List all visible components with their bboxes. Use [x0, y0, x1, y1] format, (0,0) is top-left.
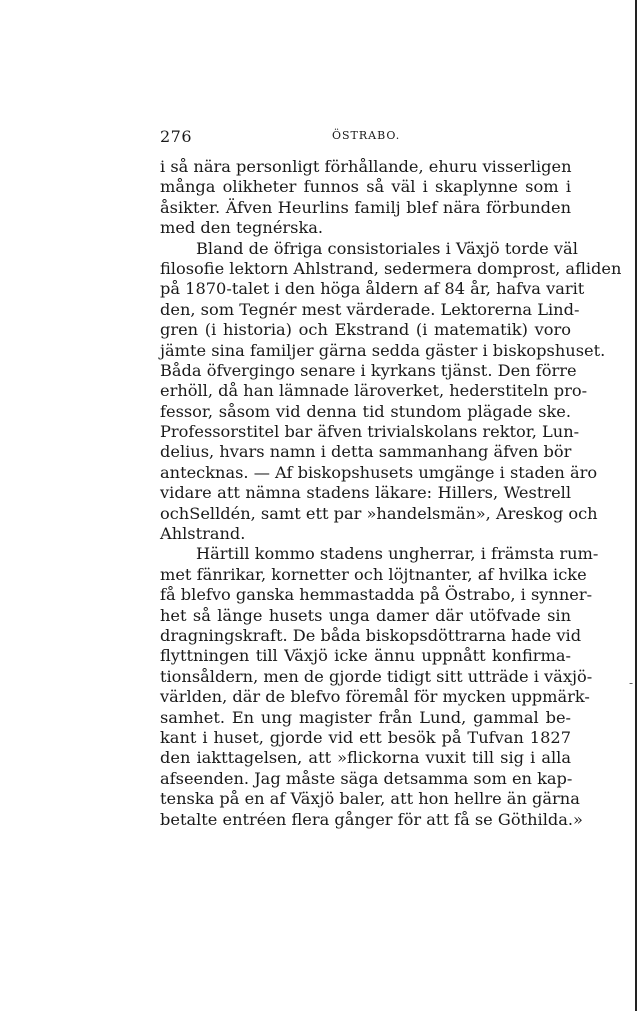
paragraph	[160, 544, 599, 829]
text-line: Härtill kommo stadens ungherrar, i främsta rum-	[196, 544, 599, 564]
text-line: gren (i historia) och Ekstrand (i matematik) voro	[160, 320, 571, 340]
text-line: delius, hvars namn i detta sammanhang äfven bör	[160, 442, 572, 462]
text-line: Ahlstrand.	[160, 524, 246, 544]
text-line: fessor, såsom vid denna tid stundom plägade ske.	[160, 401, 571, 421]
text-line: betalte entréen flera gånger för att få se Göthilda.»	[160, 809, 583, 829]
page-edge-line	[635, 0, 637, 1011]
text-line: dragningskraft. De båda biskopsdöttrarna hade vid	[160, 625, 582, 645]
text-line: åsikter. Äfven Heurlins familj blef nära förbunden	[160, 197, 571, 217]
paragraph	[160, 238, 622, 545]
text-line: vidare att nämna stadens läkare: Hillers, Westrell	[160, 483, 571, 503]
text-line: den, som Tegnér mest värderade. Lektorerna Lind-	[160, 299, 580, 319]
text-line: med den tegnérska.	[160, 218, 324, 238]
text-line: ochSelldén, samt ett par »handelsmän», Areskog och	[160, 503, 598, 523]
text-line: met fänrikar, kornetter och löjtnanter, af hvilka icke	[160, 564, 587, 584]
text-line: världen, där de blefvo föremål för mycken uppmärk-	[160, 687, 590, 707]
page-header	[160, 127, 571, 147]
text-line: på 1870-talet i den höga åldern af 84 år, hafva varit	[160, 279, 585, 299]
text-line: i så nära personligt förhållande, ehuru visserligen	[160, 157, 572, 176]
text-line: samhet. En ung magister från Lund, gammal be-	[160, 707, 571, 727]
text-line: flyttningen till Växjö icke ännu uppnått konfirma-	[160, 646, 571, 666]
text-line: kant i huset, gjorde vid ett besök på Tufvan 1827	[160, 727, 571, 747]
text-line: afseenden. Jag måste säga detsamma som en kap-	[160, 768, 573, 788]
body-text	[160, 157, 622, 830]
text-line: erhöll, då han lämnade läroverket, hederstiteln pro-	[160, 381, 588, 401]
text-line: Båda öfvergingo senare i kyrkans tjänst. Den förre	[160, 360, 577, 380]
page-number: 276	[160, 127, 193, 146]
text-line: het så länge husets unga damer där utöfvade sin	[160, 605, 571, 625]
text-line: få blefvo ganska hemmastadda på Östrabo, i synner-	[160, 585, 593, 605]
text-line: Bland de öfriga consistoriales i Växjö torde väl	[196, 238, 578, 258]
text-line: antecknas. — Af biskopshusets umgänge i staden äro	[160, 462, 598, 482]
text-line: tenska på en af Växjö baler, att hon hellre än gärna	[160, 789, 580, 809]
running-title: ÖSTRABO.	[332, 129, 401, 142]
text-line: många olikheter funnos så väl i skaplynne som i	[160, 177, 571, 197]
text-line: filosofie lektorn Ahlstrand, sedermera domprost, afliden	[160, 258, 622, 278]
text-line: den iakttagelsen, att »flickorna vuxit till sig i alla	[160, 748, 571, 768]
text-line: tionsåldern, men de gjorde tidigt sitt utträde i växjö-	[160, 666, 593, 686]
text-line: jämte sina familjer gärna sedda gäster i biskopshuset.	[160, 340, 606, 360]
margin-tick-mark: -	[629, 676, 634, 690]
paragraph	[160, 157, 571, 239]
text-line: Professorstitel bar äfven trivialskolans rektor, Lun-	[160, 422, 580, 442]
